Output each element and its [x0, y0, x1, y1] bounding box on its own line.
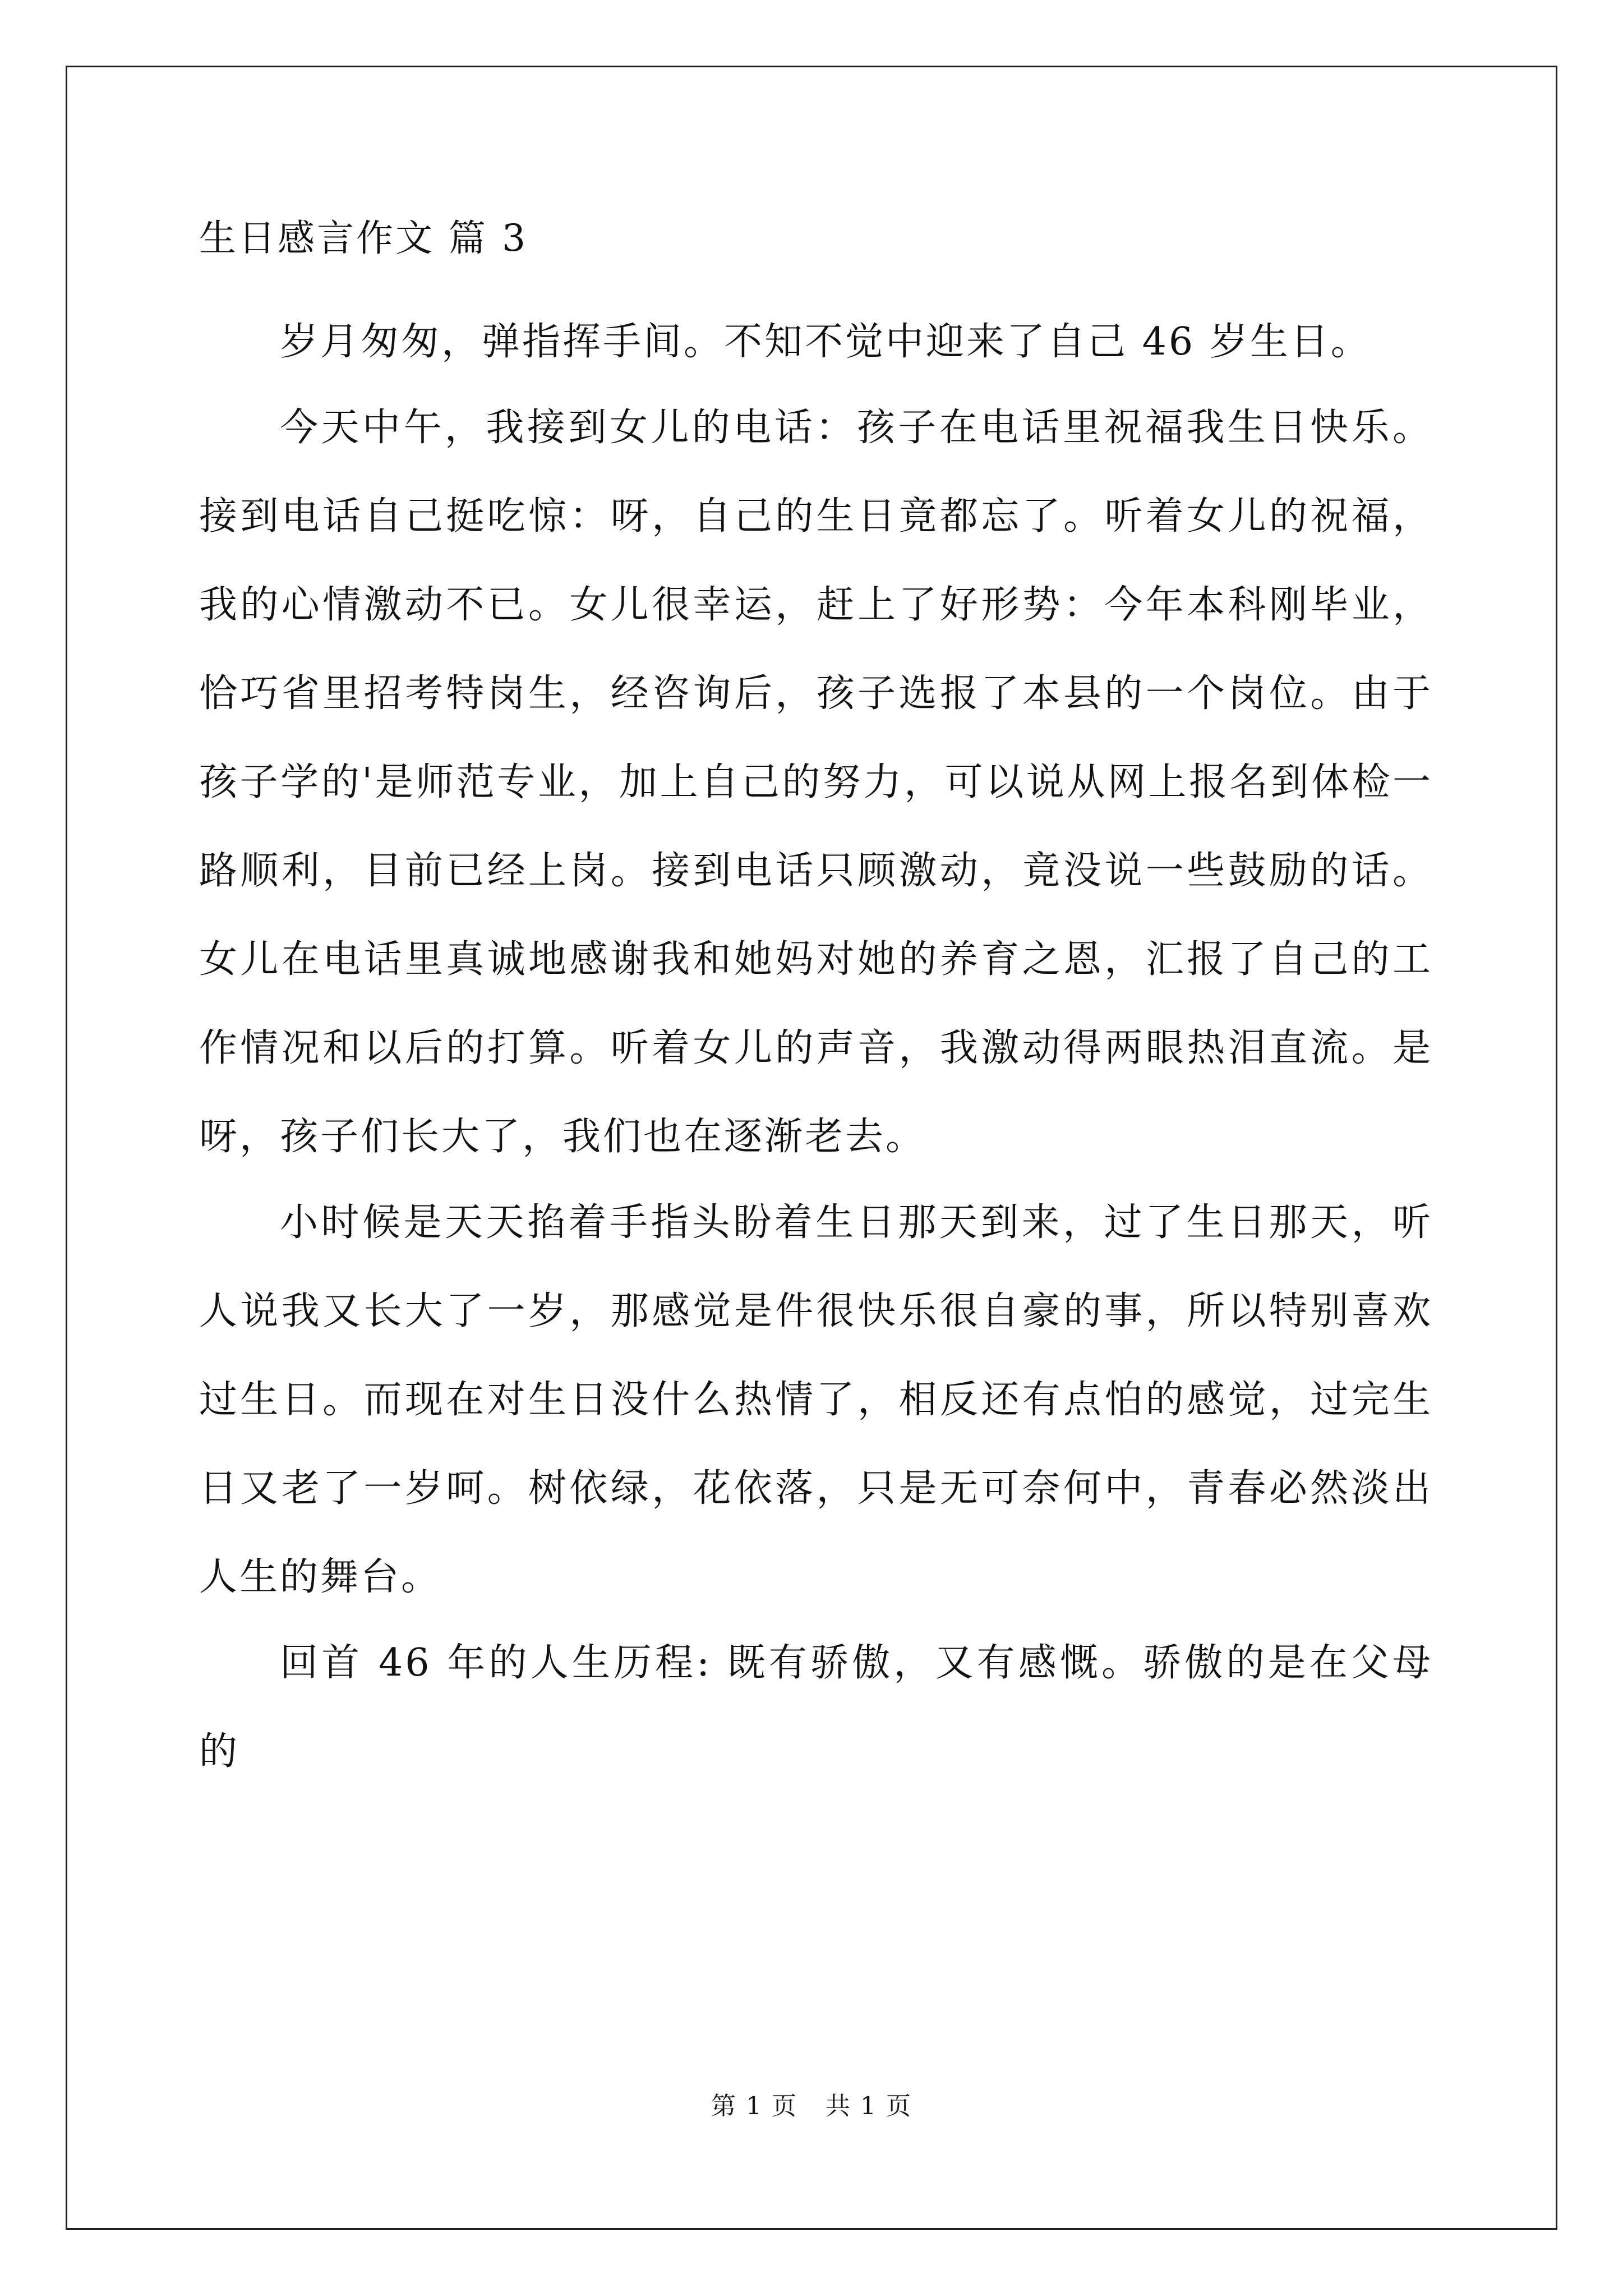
document-body [199, 210, 1433, 1793]
page-footer [0, 2090, 1623, 2123]
page-number: 第 1 页 [711, 2092, 797, 2120]
paragraph-2: 今天中午，我接到女儿的电话：孩子在电话里祝福我生日快乐。接到电话自己挺吃惊：呀，自己的生日竟都忘了。听着女儿的祝福，我的心情激动不已。女儿很幸运，赶上了好形势：今年本科刚毕业，恰巧省里招考特岗生，经咨询后，孩子选报了本县的一个岗位。由于孩子学的'是师范专业，加上自己的努力，可以说从网上报名到体检一路顺利，目前已经上岗。接到电话只顾激动，竟没说一些鼓励的话。女儿在电话里真诚地感谢我和她妈对她的养育之恩，汇报了自己的工作情况和以后的打算。听着女儿的声音，我激动得两眼热泪直流。是呀，孩子们长大了，我们也在逐渐老去。 [199, 406, 1433, 1159]
document-title: 生日感言作文 篇 3 [199, 217, 528, 260]
page-total: 共 1 页 [826, 2092, 912, 2120]
paragraph-4: 回首 46 年的人生历程: 既有骄傲，又有感慨。骄傲的是在父母的 [199, 1641, 1433, 1774]
paragraph-1: 岁月匆匆，弹指挥手间。不知不觉中迎来了自己 46 岁生日。 [280, 320, 1371, 364]
paragraph-3: 小时候是天天掐着手指头盼着生日那天到来，过了生日那天，听人说我又长大了一岁，那感觉是件很快乐很自豪的事，所以特别喜欢过生日。而现在对生日没什么热情了，相反还有点怕的感觉，过完生日又老了一岁呵。树依绿，花依落，只是无可奈何中，青春必然淡出人生的舞台。 [199, 1200, 1433, 1599]
